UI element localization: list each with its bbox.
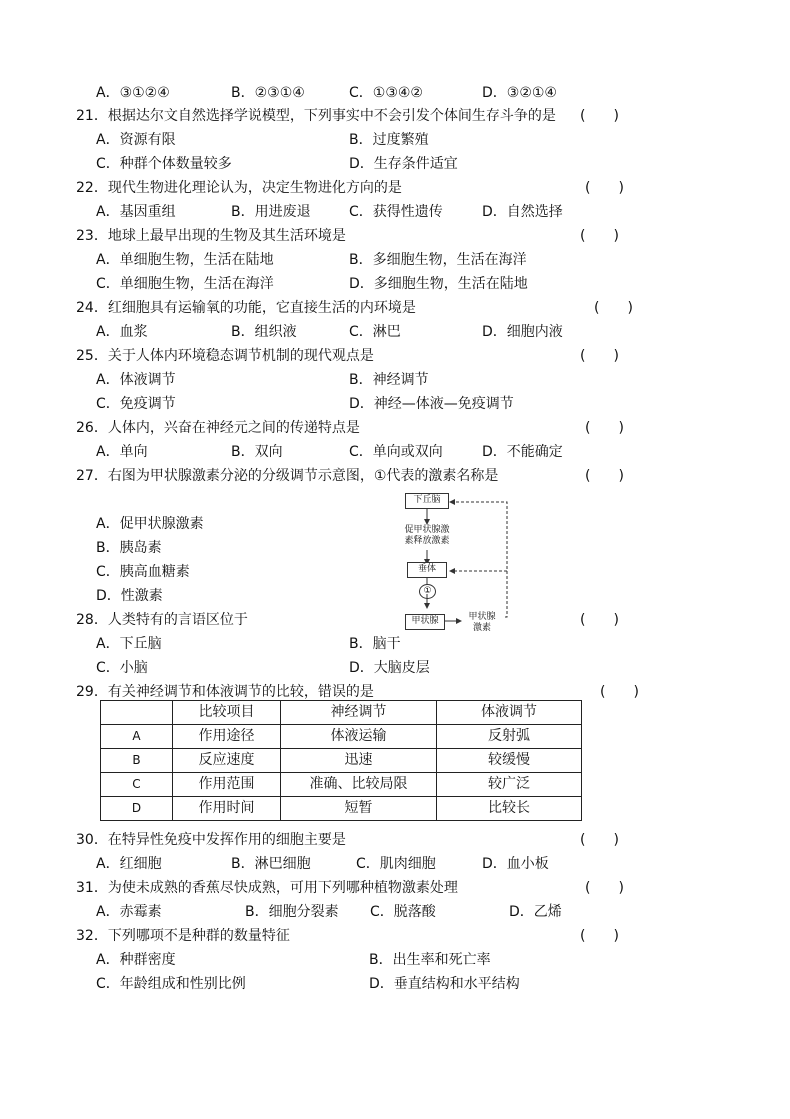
q25-answer-paren: ( ) (580, 348, 619, 364)
q27-option-b: B．胰岛素 (96, 540, 162, 556)
q23-option-b: B．多细胞生物，生活在海洋 (349, 252, 527, 268)
q28-stem: 28．人类特有的言语区位于 (76, 612, 248, 628)
q24-option-c: C．淋巴 (349, 324, 401, 340)
q27-option-a: A．促甲状腺激素 (96, 516, 204, 532)
q29-stem: 29．有关神经调节和体液调节的比较，错误的是 (76, 684, 374, 700)
q26-option-b: B．双向 (231, 444, 283, 460)
diagram-thyroid-box: 甲状腺 (405, 614, 445, 630)
q32-answer-paren: ( ) (580, 928, 619, 944)
diagram-trh-line-1: 促甲状腺激 (404, 525, 450, 535)
q30-answer-paren: ( ) (580, 832, 619, 848)
q31-answer-paren: ( ) (585, 880, 624, 896)
q28-option-d: D．大脑皮层 (349, 660, 430, 676)
q32-option-a: A．种群密度 (96, 952, 176, 968)
diagram-hormone-1-circle: ① (419, 584, 436, 599)
q25-option-d: D．神经—体液—免疫调节 (349, 396, 514, 412)
table-cell: D (101, 797, 173, 821)
q24-option-b: B．组织液 (231, 324, 297, 340)
q31-option-b: B．细胞分裂素 (245, 904, 339, 920)
q21-answer-paren: ( ) (580, 108, 619, 124)
q23-option-c: C．单细胞生物，生活在海洋 (96, 276, 274, 292)
q31-option-c: C．脱落酸 (370, 904, 436, 920)
table-row (101, 725, 582, 749)
table-header-cell: 体液调节 (437, 701, 582, 725)
table-cell: 准确、比较局限 (281, 773, 437, 797)
q30-stem: 30．在特异性免疫中发挥作用的细胞主要是 (76, 832, 346, 848)
table-cell: C (101, 773, 173, 797)
q20-option-d: D．③②①④ (482, 85, 557, 101)
table-cell: 体液运输 (281, 725, 437, 749)
q23-answer-paren: ( ) (580, 228, 619, 244)
q32-option-d: D．垂直结构和水平结构 (369, 976, 520, 992)
q21-option-a: A．资源有限 (96, 132, 176, 148)
table-header-cell: 神经调节 (281, 701, 437, 725)
diagram-hormone-line-2: 激素 (472, 623, 491, 633)
table-cell: 反应速度 (173, 749, 281, 773)
table-cell: 迅速 (281, 749, 437, 773)
q22-option-d: D．自然选择 (482, 204, 563, 220)
table-header-cell: 比较项目 (173, 701, 281, 725)
q26-stem: 26．人体内，兴奋在神经元之间的传递特点是 (76, 420, 360, 436)
q20-option-a: A．③①②④ (96, 85, 170, 101)
diagram-trh-label (395, 525, 459, 547)
q24-option-a: A．血浆 (96, 324, 148, 340)
comparison-table (100, 700, 582, 821)
diagram-hormone-line-1: 甲状腺 (468, 612, 496, 622)
q31-option-a: A．赤霉素 (96, 904, 162, 920)
table-cell: 作用途径 (173, 725, 281, 749)
table-row (101, 749, 582, 773)
q22-stem: 22．现代生物进化理论认为，决定生物进化方向的是 (76, 180, 402, 196)
table-row (101, 773, 582, 797)
q24-stem: 24．红细胞具有运输氧的功能，它直接生活的内环境是 (76, 300, 416, 316)
q23-option-a: A．单细胞生物，生活在陆地 (96, 252, 274, 268)
q31-stem: 31．为使未成熟的香蕉尽快成熟，可用下列哪种植物激素处理 (76, 880, 458, 896)
q25-option-c: C．免疫调节 (96, 396, 176, 412)
q27-option-c: C．胰高血糖素 (96, 564, 190, 580)
table-cell: 较缓慢 (437, 749, 582, 773)
q24-answer-paren: ( ) (594, 300, 633, 316)
table-cell: 较广泛 (437, 773, 582, 797)
table-cell: 短暂 (281, 797, 437, 821)
q23-option-d: D．多细胞生物，生活在陆地 (349, 276, 528, 292)
q28-option-a: A．下丘脑 (96, 636, 162, 652)
table-cell: 作用范围 (173, 773, 281, 797)
q27-option-d: D．性激素 (96, 588, 163, 604)
q31-option-d: D．乙烯 (509, 904, 562, 920)
q30-option-c: C．肌肉细胞 (356, 856, 436, 872)
q28-option-c: C．小脑 (96, 660, 148, 676)
table-cell: 反射弧 (437, 725, 582, 749)
q28-option-b: B．脑干 (349, 636, 401, 652)
thyroid-regulation-diagram (395, 490, 525, 635)
q30-option-b: B．淋巴细胞 (231, 856, 311, 872)
q30-option-a: A．红细胞 (96, 856, 162, 872)
q21-option-d: D．生存条件适宜 (349, 156, 458, 172)
q29-answer-paren: ( ) (600, 684, 639, 700)
q32-option-b: B．出生率和死亡率 (369, 952, 491, 968)
q25-stem: 25．关于人体内环境稳态调节机制的现代观点是 (76, 348, 374, 364)
q26-option-c: C．单向或双向 (349, 444, 443, 460)
diagram-pituitary-box: 垂体 (407, 562, 447, 578)
diagram-thyroid-hormone-label (457, 612, 507, 634)
table-cell: 作用时间 (173, 797, 281, 821)
q25-option-a: A．体液调节 (96, 372, 176, 388)
q26-option-d: D．不能确定 (482, 444, 563, 460)
q27-stem: 27．右图为甲状腺激素分泌的分级调节示意图，①代表的激素名称是 (76, 468, 499, 484)
diagram-trh-line-2: 素释放激素 (404, 536, 450, 546)
q27-answer-paren: ( ) (585, 468, 624, 484)
q21-stem: 21．根据达尔文自然选择学说模型，下列事实中不会引发个体间生存斗争的是 (76, 108, 556, 124)
q22-option-a: A．基因重组 (96, 204, 176, 220)
table-row (101, 797, 582, 821)
q20-option-c: C．①③④② (349, 85, 423, 101)
q20-option-b: B．②③①④ (231, 85, 305, 101)
table-cell: 比较长 (437, 797, 582, 821)
table-cell: A (101, 725, 173, 749)
diagram-hypothalamus-box: 下丘脑 (405, 493, 449, 509)
table-cell: B (101, 749, 173, 773)
table-header-row (101, 701, 582, 725)
q32-option-c: C．年龄组成和性别比例 (96, 976, 246, 992)
q21-option-c: C．种群个体数量较多 (96, 156, 232, 172)
q30-option-d: D．血小板 (482, 856, 549, 872)
q22-option-b: B．用进废退 (231, 204, 311, 220)
q26-option-a: A．单向 (96, 444, 148, 460)
q24-option-d: D．细胞内液 (482, 324, 563, 340)
q23-stem: 23．地球上最早出现的生物及其生活环境是 (76, 228, 346, 244)
q22-option-c: C．获得性遗传 (349, 204, 443, 220)
q21-option-b: B．过度繁殖 (349, 132, 429, 148)
q25-option-b: B．神经调节 (349, 372, 429, 388)
q32-stem: 32．下列哪项不是种群的数量特征 (76, 928, 290, 944)
q28-answer-paren: ( ) (580, 612, 619, 628)
q26-answer-paren: ( ) (585, 420, 624, 436)
table-header-cell (101, 701, 173, 725)
q22-answer-paren: ( ) (585, 180, 624, 196)
